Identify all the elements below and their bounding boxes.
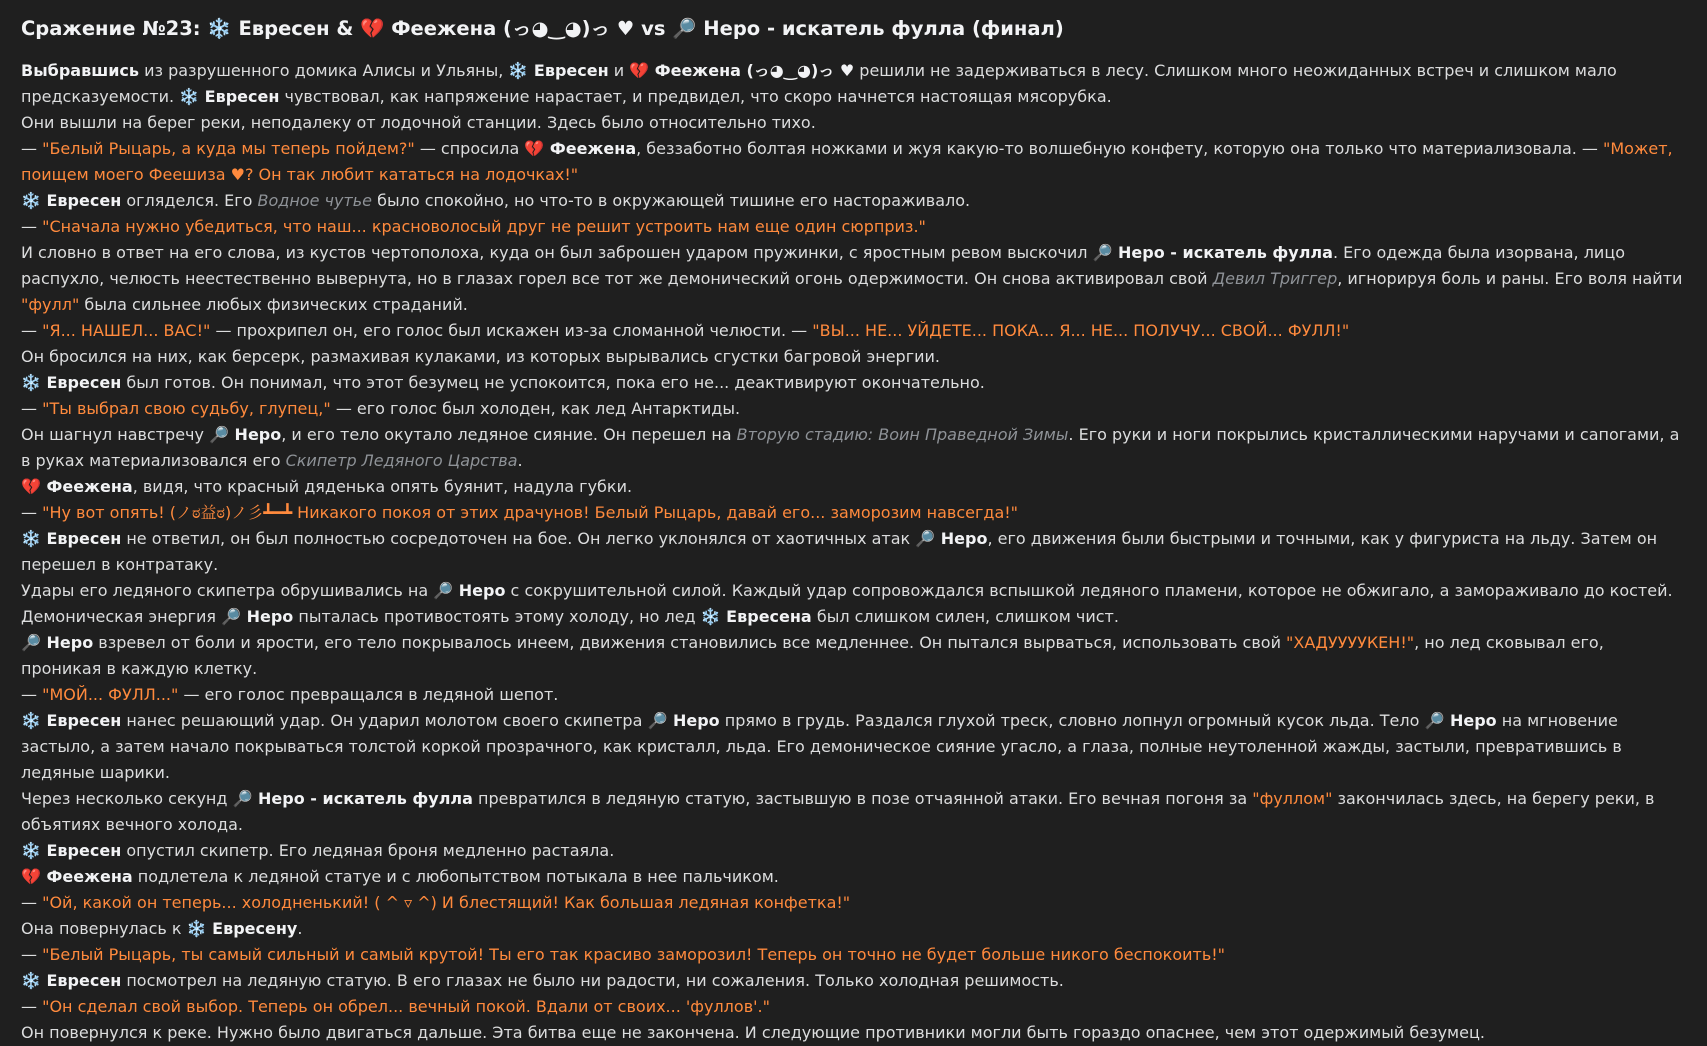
narration-text: был слишком силен, слишком чист. (811, 607, 1119, 626)
story-paragraph (21, 500, 1689, 526)
narration-text: подлетела к ледяной статуе и с любопытством потыкала в нее пальчиком. (132, 867, 779, 886)
story-paragraph (21, 708, 1689, 786)
character-name: Евресен (40, 711, 122, 730)
magnifier-icon: 🔎 (647, 711, 668, 730)
story-paragraph (21, 370, 1689, 396)
character-name: Евресен (40, 373, 122, 392)
dialogue-quote: "фуллом" (1252, 789, 1333, 808)
narration-text: , видя, что красный дяденька опять буянит, надула губки. (132, 477, 633, 496)
narration-text: с сокрушительной силой. Каждый удар сопровождался вспышкой ледяного пламени, которое не обжигало, а замораживало до костей. Демоническая энергия (21, 581, 1678, 626)
story-paragraph (21, 240, 1689, 318)
story-paragraph (21, 58, 1689, 110)
dialogue-quote: "Сначала нужно убедиться, что наш... красноволосый друг не решит устроить нам еще один сюрприз." (42, 217, 926, 236)
character-name: Неро (935, 529, 988, 548)
narration-text: . Его одежда была изорвана, лицо распухло, челюсть неестественно вывернута, но в глазах горел все тот же демонический огонь одержимости. Он снова активировал свой (21, 243, 1631, 288)
character-name: Феежена (544, 139, 637, 158)
character-name: Евресен (40, 841, 122, 860)
story-paragraph (21, 916, 1689, 942)
story-paragraph (21, 422, 1689, 474)
narration-text: — (21, 139, 43, 158)
character-name: Евресен (199, 87, 280, 106)
narration-text: , беззаботно болтая ножками и жуя какую-то волшебную конфету, которую она только что материализовала. — (636, 139, 1604, 158)
character-name: Неро (1444, 711, 1497, 730)
dialogue-quote: "Он сделал свой выбор. Теперь он обрел... вечный покой. Вдали от своих... 'фуллов'." (42, 997, 770, 1016)
narration-text: — (21, 893, 43, 912)
dialogue-quote: "Белый Рыцарь, а куда мы теперь пойдем?" (42, 139, 415, 158)
narration-text: Удары его ледяного скипетра обрушивались на (21, 581, 434, 600)
character-name: Неро - искатель фулла (1112, 243, 1333, 262)
narration-text: — (21, 217, 43, 236)
snowflake-icon: ❄️ (21, 373, 41, 392)
snowflake-icon: ❄️ (21, 529, 41, 548)
narration-text: превратился в ледяную статую, застывшую в позе отчаянной атаки. Его вечная погоня за (472, 789, 1253, 808)
story-paragraph (21, 474, 1689, 500)
narration-text: чувствовал, как напряжение нарастает, и предвидел, что скоро начнется настоящая мясорубка. (279, 87, 1112, 106)
story-paragraph (21, 786, 1689, 838)
dialogue-quote: "ВЫ... НЕ... УЙДЕТЕ... ПОКА... Я... НЕ... ПОЛУЧУ... СВОЙ... ФУЛЛ!" (812, 321, 1350, 340)
character-name: Неро (40, 633, 94, 652)
character-name: Евресен (40, 191, 122, 210)
story-paragraph (21, 994, 1689, 1020)
broken-heart-icon: 💔 (629, 61, 650, 80)
story-paragraph (21, 214, 1689, 240)
story-paragraph (21, 318, 1689, 344)
narration-text: , и его тело окутало ледяное сияние. Он перешел на (281, 425, 737, 444)
magnifier-icon: 🔎 (21, 633, 41, 652)
dialogue-quote: "Ну вот опять! (ノಠ益ಠ)ノ彡┻━┻ Никакого покоя от этих драчунов! Белый Рыцарь, давай его... заморозим навсегда!" (42, 503, 1019, 522)
narration-text: пыталась противостоять этому холоду, но лед (293, 607, 701, 626)
dialogue-quote: "Я... НАШЕЛ... ВАС!" (42, 321, 211, 340)
narration-text: — спросила (414, 139, 525, 158)
character-name: Евресен (528, 61, 609, 80)
character-name: Неро - искатель фулла (252, 789, 473, 808)
narration-text: Они вышли на берег реки, неподалеку от лодочной станции. Здесь было относительно тихо. (21, 113, 816, 132)
clipped-previous-line (20, 0, 1687, 4)
magnifier-icon: 🔎 (221, 607, 242, 626)
narration-text: взревел от боли и ярости, его тело покрывалось инеем, движения становились все медленнее. Он пытался вырваться, использовать свой (93, 633, 1287, 652)
narration-text: — его голос превращался в ледяной шепот. (178, 685, 559, 704)
narration-text: была сильнее любых физических страданий. (79, 295, 468, 314)
narration-text: И словно в ответ на его слова, из кустов чертополоха, куда он был заброшен ударом пружинки, с яростным ревом выскочил (21, 243, 1093, 262)
character-name: Неро (241, 607, 294, 626)
character-name: Феежена (っ◕‿◕)っ ♥ (649, 61, 855, 80)
character-name: Неро (453, 581, 506, 600)
magnifier-icon: 🔎 (209, 425, 229, 444)
narration-text: — (21, 685, 43, 704)
magnifier-icon: 🔎 (915, 529, 936, 548)
story-paragraph (21, 1020, 1689, 1046)
character-name: Евресену (206, 919, 298, 938)
character-name: Неро (667, 711, 720, 730)
character-name: Евресен (40, 971, 122, 990)
story-paragraph (21, 526, 1689, 578)
story-paragraph (21, 578, 1689, 630)
narration-text: Он повернулся к реке. Нужно было двигаться дальше. Эта битва еще не закончена. И следующие противники могли быть гораздо опаснее, чем этот одержимый безумец. (21, 1023, 1485, 1042)
narration-text: — (21, 997, 43, 1016)
dialogue-quote: "Ой, какой он теперь... холодненький! ( ^ ▿ ^) И блестящий! Как большая ледяная конфетка!" (42, 893, 851, 912)
broken-heart-icon: 💔 (524, 139, 545, 158)
narration-text: закончилась здесь, на берегу реки, в объятиях вечного холода. (21, 789, 1660, 834)
narration-text: решили не задерживаться в лесу. Слишком много неожиданных встреч и слишком мало предсказуемости. (21, 61, 1622, 106)
magnifier-icon: 🔎 (1092, 243, 1113, 262)
narration-text: был готов. Он понимал, что этот безумец не успокоится, пока его не... деактивируют окончательно. (121, 373, 985, 392)
character-name: Феежена (40, 867, 133, 886)
narration-text: посмотрел на ледяную статую. В его глазах не было ни радости, ни сожаления. Только холодная решимость. (121, 971, 1064, 990)
story-paragraph (21, 630, 1689, 682)
narration-text: — (21, 503, 43, 522)
narration-text: и (608, 61, 630, 80)
dialogue-quote: "фулл" (21, 295, 80, 314)
narration-text: , игнорируя боль и раны. Его воля найти (1337, 269, 1688, 288)
battle-post (21, 14, 1689, 1046)
narration-text: на мгновение застыло, а затем начало покрываться толстой коркой прозрачного, как кристалл, льда. Его демоническое сияние угасло, а глаза, полные неутоленной жажды, застыли, превратившись в ледяные шарики. (21, 711, 1627, 782)
story-paragraph (21, 942, 1689, 968)
narration-text: огляделся. Его (121, 191, 258, 210)
story-paragraph (21, 396, 1689, 422)
snowflake-icon: ❄️ (21, 191, 41, 210)
story-paragraph (21, 110, 1689, 136)
narration-text: , но лед сковывал его, проникая в каждую клетку. (21, 633, 1609, 678)
post-title: Сражение №23: ❄️ Евресен & 💔 Феежена (っ◕‿◕)っ ♥ vs 🔎 Неро - искатель фулла (финал) (21, 17, 1064, 40)
narration-text: Она повернулась к (21, 919, 187, 938)
ability-name: Девил Триггер (1212, 269, 1338, 288)
narration-text: Он шагнул навстречу (21, 425, 210, 444)
snowflake-icon: ❄️ (186, 919, 207, 938)
narration-text: , его движения были быстрыми и точными, как у фигуриста на льду. Затем он перешел в контратаку. (21, 529, 1663, 574)
narration-text: . (517, 451, 523, 470)
character-name: Евресена (720, 607, 812, 626)
ability-name: Скипетр Ледяного Царства (285, 451, 518, 470)
narration-text: из разрушенного домика Алисы и Ульяны, (139, 61, 509, 80)
character-name: Выбравшись (21, 61, 140, 80)
snowflake-icon: ❄️ (179, 87, 200, 106)
story-paragraph (21, 864, 1689, 890)
story-paragraph (21, 136, 1689, 188)
narration-text: — его голос был холоден, как лед Антарктиды. (330, 399, 741, 418)
narration-text: — (21, 399, 43, 418)
magnifier-icon: 🔎 (232, 789, 253, 808)
dialogue-quote: "Белый Рыцарь, ты самый сильный и самый крутой! Ты его так красиво заморозил! Теперь он точно не будет больше никого беспокоить!" (42, 945, 1226, 964)
narration-text: опустил скипетр. Его ледяная броня медленно растаяла. (121, 841, 615, 860)
snowflake-icon: ❄️ (508, 61, 529, 80)
story-paragraph (21, 838, 1689, 864)
ability-name: Вторую стадию: Воин Праведной Зимы (736, 425, 1069, 444)
post-body (21, 58, 1689, 1046)
narration-text: нанес решающий удар. Он ударил молотом своего скипетра (121, 711, 648, 730)
dialogue-quote: "Ты выбрал свою судьбу, глупец," (42, 399, 331, 418)
magnifier-icon: 🔎 (1424, 711, 1445, 730)
snowflake-icon: ❄️ (700, 607, 721, 626)
narration-text: . Его руки и ноги покрылись кристаллическими наручами и сапогами, а в руках материализовался его (21, 425, 1685, 470)
snowflake-icon: ❄️ (21, 971, 41, 990)
narration-text: Через несколько секунд (21, 789, 233, 808)
snowflake-icon: ❄️ (21, 711, 41, 730)
story-paragraph (21, 344, 1689, 370)
character-name: Неро (228, 425, 282, 444)
magnifier-icon: 🔎 (433, 581, 454, 600)
narration-text: прямо в грудь. Раздался глухой треск, словно лопнул огромный кусок льда. Тело (719, 711, 1425, 730)
story-paragraph (21, 968, 1689, 994)
story-paragraph (21, 188, 1689, 214)
narration-text: не ответил, он был полностью сосредоточен на бое. Он легко уклонялся от хаотичных атак (121, 529, 916, 548)
narration-text: . (297, 919, 303, 938)
dialogue-quote: "Может, поищем моего Феешиза ♥? Он так любит кататься на лодочках!" (21, 139, 1678, 184)
dialogue-quote: "МОЙ... ФУЛЛ..." (42, 685, 179, 704)
character-name: Евресен (40, 529, 122, 548)
narration-text: — (21, 945, 43, 964)
ability-name: Водное чутье (257, 191, 373, 210)
dialogue-quote: "ХАДУУУУКЕН!" (1286, 633, 1415, 652)
snowflake-icon: ❄️ (21, 841, 41, 860)
broken-heart-icon: 💔 (21, 477, 41, 496)
story-paragraph (21, 682, 1689, 708)
narration-text: Он бросился на них, как берсерк, размахивая кулаками, из которых вырывались сгустки багровой энергии. (21, 347, 940, 366)
narration-text: было спокойно, но что-то в окружающей тишине его настораживало. (372, 191, 971, 210)
story-paragraph (21, 890, 1689, 916)
character-name: Феежена (40, 477, 133, 496)
narration-text: — (21, 321, 43, 340)
narration-text: — прохрипел он, его голос был искажен из-за сломанной челюсти. — (210, 321, 813, 340)
broken-heart-icon: 💔 (21, 867, 41, 886)
